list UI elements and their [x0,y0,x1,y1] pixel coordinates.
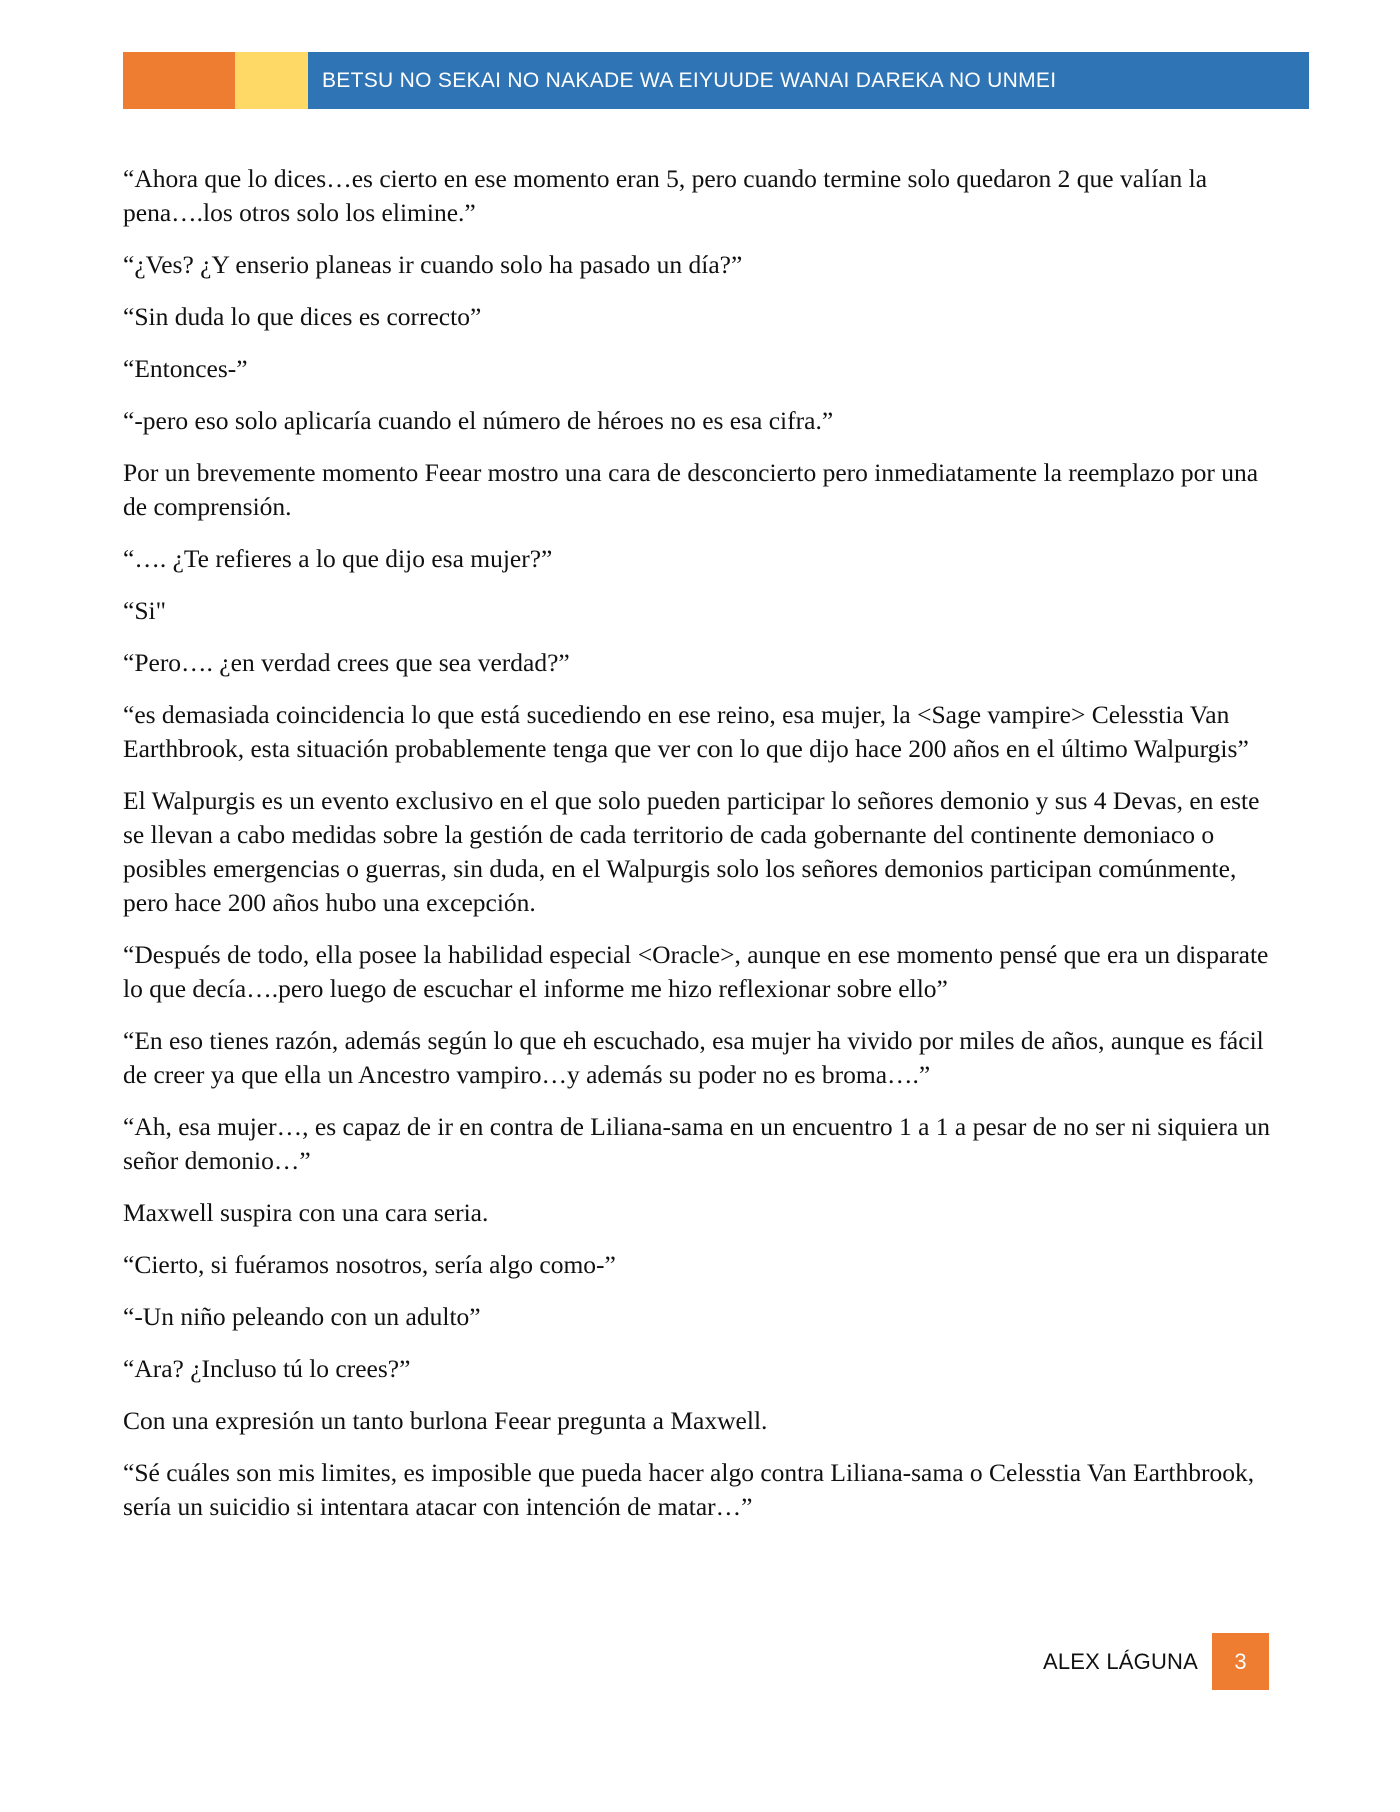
paragraph: Maxwell suspira con una cara seria. [123,1198,489,1227]
paragraph: “¿Ves? ¿Y enserio planeas ir cuando solo ha pasado un día?” [123,250,743,279]
footer-author: ALEX LÁGUNA [1042,1648,1198,1674]
page-header [123,52,1309,109]
header-yellow-block [235,52,308,109]
paragraph: Con una expresión un tanto burlona Feear pregunta a Maxwell. [123,1406,768,1435]
paragraph: “Ah, esa mujer…, es capaz de ir en contra de Liliana-sama en un encuentro 1 a 1 a pesar de no ser ni siquiera un señor demonio…” [123,1112,1271,1175]
page-footer [1043,1633,1269,1690]
paragraph: “Después de todo, ella posee la habilidad especial <Oracle>, aunque en ese momento pensé que era un disparate lo que decía….pero luego de escuchar el informe me hizo reflexionar sobre ello” [123,940,1269,1003]
paragraph: El Walpurgis es un evento exclusivo en el que solo pueden participar lo señores demonio y sus 4 Devas, en este se llevan a cabo medidas sobre la gestión de cada territorio de cada gobernante del continente demoniaco o posibles emergencias o guerras, sin duda, en el Walpurgis solo los señores demonios participan comúnmente, pero hace 200 años hubo una excepción. [123,786,1260,917]
paragraph: “Entonces-” [123,354,248,383]
page-number: 3 [1234,1648,1247,1674]
header-title-bar [308,52,1309,109]
paragraph: “Sé cuáles son mis limites, es imposible que pueda hacer algo contra Liliana-sama o Celesstia Van Earthbrook, sería un suicidio si intentara atacar con intención de matar…” [123,1458,1255,1521]
header-title: BETSU NO SEKAI NO NAKADE WA EIYUUDE WANAI DAREKA NO UNMEI [322,68,1057,92]
paragraph: “-Un niño peleando con un adulto” [123,1302,481,1331]
page-body [123,162,1273,1542]
paragraph: “Ahora que lo dices…es cierto en ese momento eran 5, pero cuando termine solo quedaron 2 que valían la pena….los otros solo los elimine.” [123,164,1208,227]
paragraph: “es demasiada coincidencia lo que está sucediendo en ese reino, esa mujer, la <Sage vampire> Celesstia Van Earthbrook, esta situación probablemente tenga que ver con lo que dijo hace 200 años en el último Walpurgis” [123,700,1249,763]
paragraph: “-pero eso solo aplicaría cuando el número de héroes no es esa cifra.” [123,406,834,435]
paragraph: “Cierto, si fuéramos nosotros, sería algo como-” [123,1250,616,1279]
header-orange-block [123,52,235,109]
paragraph: “Ara? ¿Incluso tú lo crees?” [123,1354,411,1383]
page-number-box [1212,1633,1269,1690]
paragraph: “Si" [123,596,166,625]
paragraph: “En eso tienes razón, además según lo que eh escuchado, esa mujer ha vivido por miles de años, aunque es fácil de creer ya que ella un Ancestro vampiro…y además su poder no es broma….” [123,1026,1264,1089]
paragraph: Por un brevemente momento Feear mostro una cara de desconcierto pero inmediatamente la reemplazo por una de comprensión. [123,458,1259,521]
paragraph: “…. ¿Te refieres a lo que dijo esa mujer?” [123,544,553,573]
paragraph: “Sin duda lo que dices es correcto” [123,302,482,331]
paragraph: “Pero…. ¿en verdad crees que sea verdad?” [123,648,570,677]
